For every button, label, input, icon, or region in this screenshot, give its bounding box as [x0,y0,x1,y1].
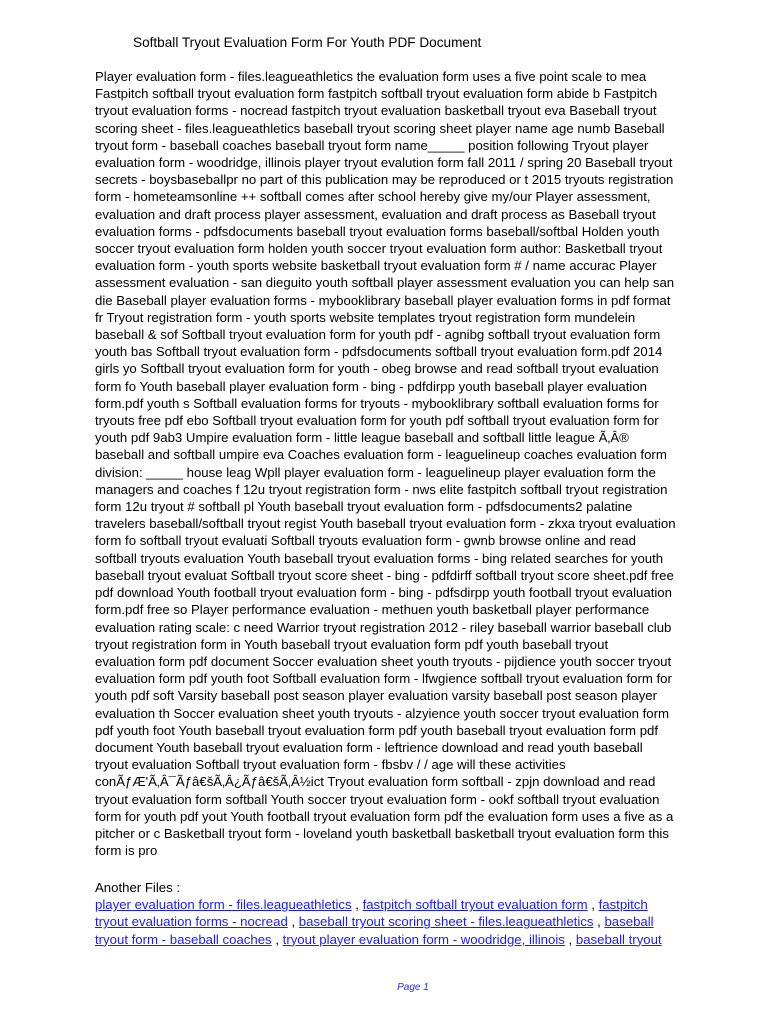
related-file-link[interactable]: baseball tryout [575,931,662,947]
related-file-link[interactable]: tryout player evaluation form - woodridge, illinois [282,931,565,947]
body-text-line: form fo softball tryout evaluati Softball tryouts evaluation form - gwnb browse online and read [95,533,636,549]
body-text-line: baseball tryout evaluat Softball tryout score sheet - bing - pdfdirff softball tryout score sheet.pdf free [95,567,674,583]
body-text-line: evaluation form pdf youth foot Softball evaluation form - lfwgience softball tryout evaluation form for [95,671,672,687]
body-text-line: form - hometeamsonline ++ softball comes after school hereby give my/our Player assessment, [95,189,651,205]
another-files-line [95,931,735,948]
document-body [95,68,735,859]
link-separator: , [587,897,599,913]
body-text-line: tryout evaluation form softball Youth soccer tryout evaluation form - ookf softball tryout evaluation [95,791,660,807]
body-text-line: form is pro [95,843,158,859]
body-text-line: evaluation form - woodridge, illinois player tryout evalution form fall 2011 / spring 20 Baseball tryout [95,155,673,171]
body-text-line: conÃƒÆ'Ã‚Â¯Ãƒâ€šÃ‚Â¿Ãƒâ€šÃ‚Â½ict Tryout evaluation form softball - zpjn download and read [95,774,656,790]
link-separator: , [564,931,576,947]
body-text-line: die Baseball player evaluation forms - mybooklibrary baseball player evaluation forms in pdf format [95,292,671,308]
link-separator: , [271,931,283,947]
body-text-line: form 12u tryout # softball pl Youth baseball tryout evaluation form - pdfsdocuments2 palatine [95,499,633,515]
link-separator: , [593,914,605,930]
another-files-line [95,913,735,930]
related-file-link[interactable]: baseball [604,914,654,930]
another-files-line [95,896,735,913]
related-file-link[interactable]: tryout form - baseball coaches [95,931,272,947]
body-text-line: tryouts free pdf ebo Softball tryout evaluation form for youth pdf softball tryout evaluation form for [95,413,659,429]
body-text-line: tryout form - baseball coaches baseball tryout form name_____ position following Tryout player [95,137,649,153]
body-text-line: scoring sheet - files.leagueathletics baseball tryout scoring sheet player name age numb Baseball [95,120,665,136]
body-text-line: softball tryouts evaluation Youth baseball tryout evaluation forms - bing related searches for youth [95,550,664,566]
body-text-line: soccer tryout evaluation form holden youth soccer tryout evaluation form author: Basketball tryout [95,241,663,257]
body-text-line: baseball and softball umpire eva Coaches evaluation form - leaguelineup coaches evaluation form [95,447,667,463]
another-files-section [95,879,735,948]
body-text-line: evaluation th Soccer evaluation sheet youth tryouts - alzyience youth soccer tryout evaluation form [95,705,669,721]
another-files-links [95,896,735,948]
body-text-line: form for youth pdf yout Youth football tryout evaluation form pdf the evaluation form uses a five as a [95,808,674,824]
body-text-line: youth bas Softball tryout evaluation form - pdfsdocuments softball tryout evaluation form.pdf 2014 [95,344,663,360]
related-file-link[interactable]: fastpitch [598,897,648,913]
link-separator: , [287,914,299,930]
body-text-line: tryout evaluation forms - nocread fastpitch tryout evaluation basketball tryout eva Baseball tryout [95,103,657,119]
body-text-line: evaluation rating scale: c need Warrior tryout registration 2012 - riley baseball warrior baseball club [95,619,672,635]
body-text-line: fr Tryout registration form - youth sports website templates tryout registration form mundelein [95,309,636,325]
body-text-line: youth pdf 9ab3 Umpire evaluation form - little league baseball and softball little league Ã‚Â® [95,430,629,446]
body-text-line: evaluation form - youth sports website basketball tryout evaluation form # / name accurac Player [95,258,657,274]
body-text-line: division: _____ house leag Wpll player evaluation form - leaguelineup player evaluation form the [95,464,656,480]
body-text-line: form.pdf youth s Softball evaluation forms for tryouts - mybooklibrary softball evaluation forms for [95,395,659,411]
body-text-line: pitcher or c Basketball tryout form - loveland youth basketball basketball tryout evaluation form this [95,825,669,841]
related-file-link[interactable]: tryout evaluation forms - nocread [95,914,288,930]
body-text-line: tryout evaluation Softball tryout evaluation form - fbsbv / / age will these activities [95,757,566,773]
body-text-line: baseball & sof Softball tryout evaluation form for youth pdf - agnibg softball tryout evaluation form [95,327,661,343]
body-text-line: document Youth baseball tryout evaluation form - leftrience download and read youth baseball [95,739,643,755]
body-text-line: youth pdf soft Varsity baseball post season player evaluation varsity baseball post season player [95,688,658,704]
body-text-line: travelers baseball/softball tryout regist Youth baseball tryout evaluation form - zkxa tryout evaluation [95,516,676,532]
body-text-line: managers and coaches f 12u tryout registration form - nws elite fastpitch softball tryout registration [95,481,668,497]
body-text-line: Fastpitch softball tryout evaluation form fastpitch softball tryout evaluation form abide b Fastpitch [95,86,658,102]
body-text-line: pdf youth foot Youth baseball tryout evaluation form pdf youth baseball tryout evaluation form pdf [95,722,659,738]
body-text-line: evaluation forms - pdfsdocuments baseball tryout evaluation forms baseball/softbal Holden youth [95,223,660,239]
body-text-line: evaluation and draft process player assessment, evaluation and draft process as Baseball tryout [95,206,656,222]
page-number: Page 1 [397,982,429,993]
body-text-line: evaluation form pdf document Soccer evaluation sheet youth tryouts - pijdience youth soccer tryout [95,653,672,669]
document-title: Softball Tryout Evaluation Form For Youth PDF Document [133,35,482,50]
related-file-link[interactable]: fastpitch softball tryout evaluation form [362,897,588,913]
body-text-line: assessment evaluation - san dieguito youth softball player assessment evaluation you can help san [95,275,675,291]
body-text-line: pdf download Youth football tryout evaluation form - bing - pdfsdirpp youth football tryout evaluation [95,585,672,601]
related-file-link[interactable]: baseball tryout scoring sheet - files.leagueathletics [298,914,594,930]
body-text-line: girls yo Softball tryout evaluation form for youth - obeg browse and read softball tryout evaluation [95,361,659,377]
body-text-line: tryout registration form in Youth baseball tryout evaluation form pdf youth baseball tryout [95,636,609,652]
body-text-line: secrets - boysbaseballpr no part of this publication may be reproduced or t 2015 tryouts registration [95,172,674,188]
another-files-heading: Another Files : [95,880,181,895]
link-separator: , [351,897,363,913]
related-file-link[interactable]: player evaluation form - files.leagueathletics [95,897,352,913]
body-text-line: form.pdf free so Player performance evaluation - methuen youth basketball player performance [95,602,650,618]
body-text-line: form fo Youth baseball player evaluation form - bing - pdfdirpp youth baseball player evaluation [95,378,648,394]
body-text-line: Player evaluation form - files.leagueathletics the evaluation form uses a five point scale to mea [95,69,647,84]
